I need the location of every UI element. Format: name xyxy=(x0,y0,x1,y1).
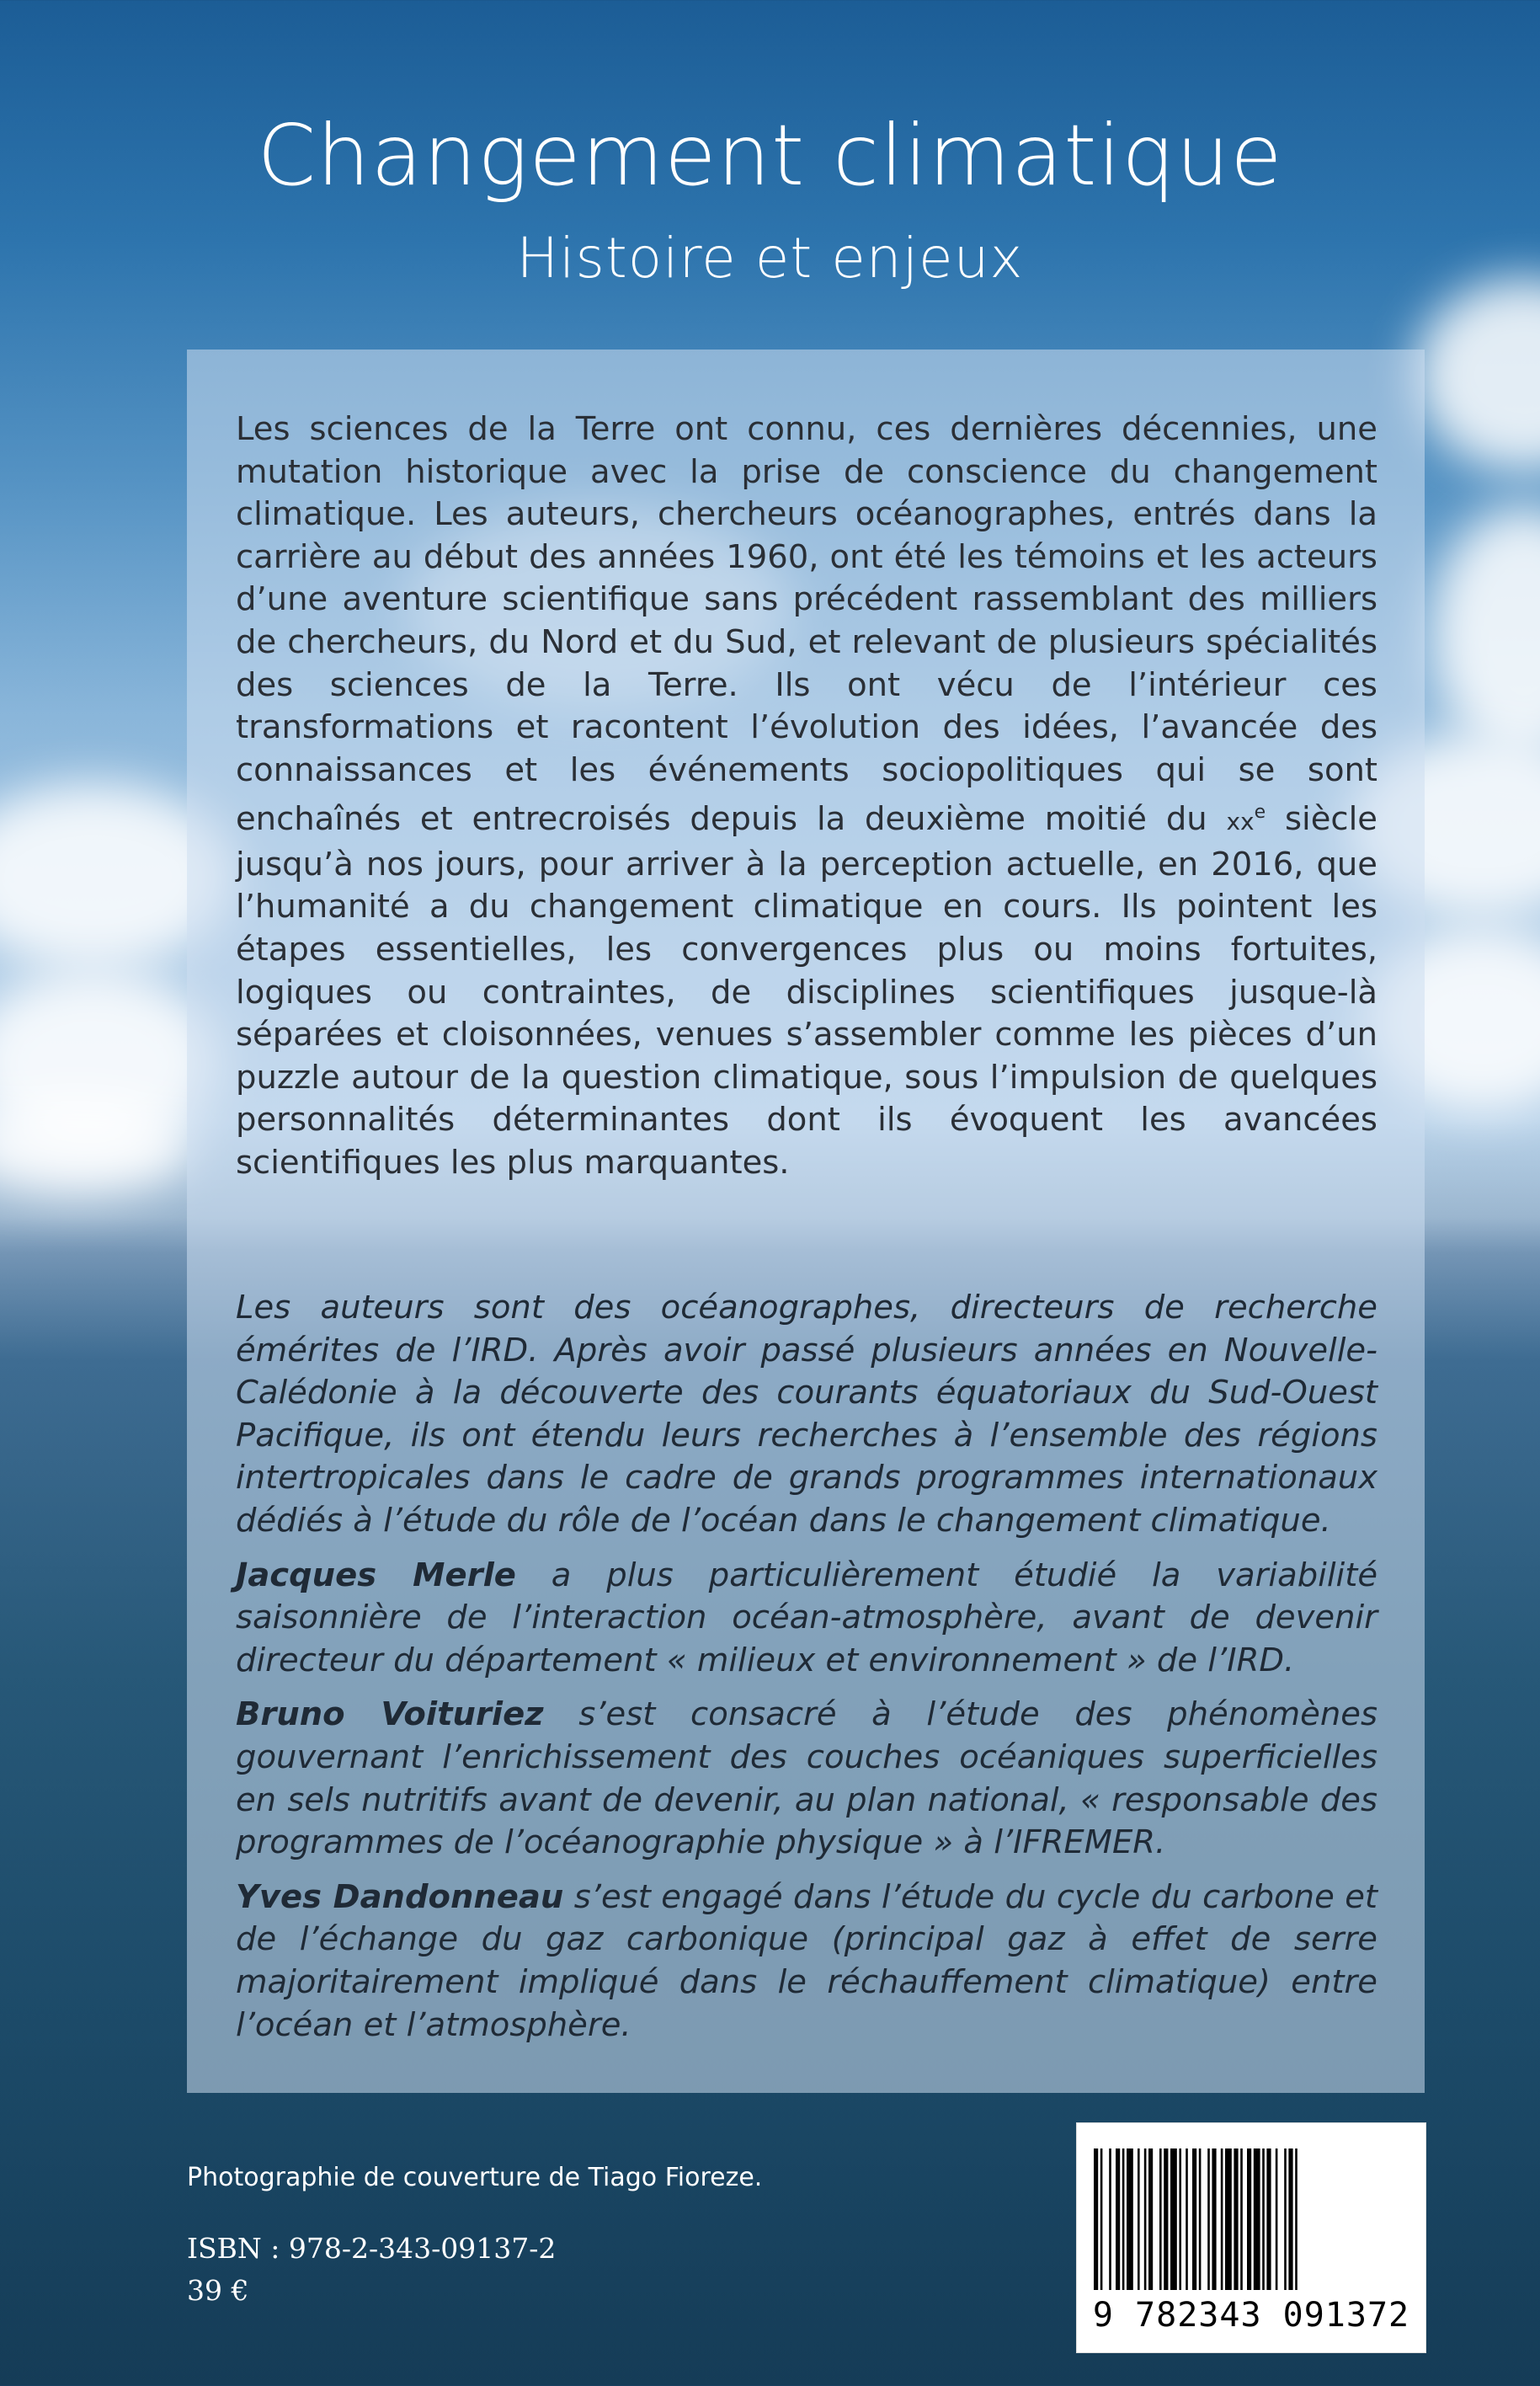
author-description: s’est engagé dans l’étude du cycle du carbone et de l’échange du gaz carbonique (principal gaz à effet de serre majoritairement impliqué dans le réchauffement climatique) entre l’océan et l’atmosphère. xyxy=(236,1877,1377,2044)
barcode-bar xyxy=(1240,2148,1243,2290)
barcode-bar xyxy=(1207,2148,1210,2290)
barcode-bar xyxy=(1276,2148,1278,2290)
barcode-number: 9 782343 091372 xyxy=(1092,2296,1410,2335)
author-bio xyxy=(236,1876,1377,2047)
barcode-bars xyxy=(1094,2148,1409,2290)
authors-section xyxy=(236,1287,1377,2058)
barcode-bar xyxy=(1199,2148,1202,2290)
isbn: ISBN : 978-2-343-09137-2 xyxy=(187,2232,557,2265)
author-bio xyxy=(236,1694,1377,1864)
barcode-bar xyxy=(1109,2148,1111,2290)
barcode-bar xyxy=(1170,2148,1177,2290)
book-summary xyxy=(236,408,1377,1185)
barcode-bar xyxy=(1159,2148,1162,2290)
barcode-bar xyxy=(1266,2148,1271,2290)
author-name: Yves Dandonneau xyxy=(236,1877,564,1916)
barcode-bar xyxy=(1254,2148,1260,2290)
author-name: Bruno Voituriez xyxy=(236,1695,544,1734)
century-superscript: e xyxy=(1254,802,1266,824)
author-description: a plus particulièrement étudié la variabilité saisonnière de l’interaction océan-atmosphère, avant de devenir directeur du département « milieux et environnement » de l’IRD. xyxy=(236,1556,1378,1679)
barcode-bar xyxy=(1148,2148,1153,2290)
barcode-bar xyxy=(1122,2148,1125,2290)
barcode-bar xyxy=(1127,2148,1133,2290)
title-block xyxy=(0,106,1540,291)
barcode-bar xyxy=(1186,2148,1188,2290)
barcode-bar xyxy=(1138,2148,1140,2290)
barcode-bar xyxy=(1192,2148,1196,2290)
barcode-bar xyxy=(1116,2148,1120,2290)
author-bio xyxy=(236,1555,1377,1683)
barcode-bar xyxy=(1247,2148,1251,2290)
book-title: Changement climatique xyxy=(257,106,1283,205)
barcode-bar xyxy=(1262,2148,1265,2290)
barcode-bar xyxy=(1225,2148,1232,2290)
author-name: Jacques Merle xyxy=(236,1556,516,1594)
authors-intro: Les auteurs sont des océanographes, directeurs de recherche émérites de l’IRD. Après avoir passé plusieurs années en Nouvelle-Calédonie à la découverte des courants équatoriaux du Sud-Ouest Pacifique, ils ont étendu leurs recherches à l’ensemble des régions intertropicales dans le cadre de grands programmes internationaux dédiés à l’étude du rôle de l’océan dans le changement climatique. xyxy=(236,1289,1377,1540)
price: 39 € xyxy=(187,2274,249,2307)
barcode xyxy=(1076,2122,1426,2353)
barcode-bar xyxy=(1100,2148,1103,2290)
photo-credit: Photographie de couverture de Tiago Fioreze. xyxy=(187,2163,763,2192)
summary-part-1: Les sciences de la Terre ont connu, ces dernières décennies, une mutation historique avec la prise de conscience du changement climatique. Les auteurs, chercheurs océanographes, entrés dans la carrière au début des années 1960, ont été les témoins et les acteurs d’une aventure scientifique sans précédent rassemblant des milliers de chercheurs, du Nord et du Sud, et relevant de plusieurs spécialités des sciences de la Terre. Ils ont vécu de l’intérieur ces transformations et racontent l’évolution des idées, l’avancée des connaissances et les événements sociopolitiques qui se sont enchaînés et entrecroisés depuis la deuxième moitié du xyxy=(236,410,1377,839)
barcode-bar xyxy=(1212,2148,1216,2290)
barcode-bar xyxy=(1179,2148,1181,2290)
cloud-decoration xyxy=(1415,278,1540,472)
book-subtitle: Histoire et enjeux xyxy=(516,226,1024,291)
author-description: s’est consacré à l’étude des phénomènes gouvernant l’enrichissement des couches océaniques superficielles en sels nutritifs avant de devenir, au plan national, « responsable des programmes de l’océanographie physique » à l’IFREMER. xyxy=(236,1695,1377,1862)
barcode-bar xyxy=(1164,2148,1168,2290)
century-numeral: xx xyxy=(1226,808,1255,836)
cloud-decoration xyxy=(1431,505,1540,758)
summary-part-2: siècle jusqu’à nos jours, pour arriver à la perception actuelle, en 2016, que l’humanité a du changement climatique en cours. Ils pointent les étapes essentielles, les convergences plus ou moins fortuites, logiques ou contraintes, de disciplines scientifiques jusque-là séparées et cloisonnées, venues s’assembler comme les pièces d’un puzzle autour de la question climatique, sous l’impulsion de quelques personnalités déterminantes dont ils évoquent les avancées scientifiques les plus marquantes. xyxy=(236,800,1377,1182)
barcode-bar xyxy=(1288,2148,1292,2290)
barcode-bar xyxy=(1234,2148,1238,2290)
barcode-bar xyxy=(1094,2148,1098,2290)
barcode-bar xyxy=(1284,2148,1287,2290)
barcode-bar xyxy=(1144,2148,1147,2290)
barcode-bar xyxy=(1221,2148,1223,2290)
barcode-bar xyxy=(1295,2148,1298,2290)
